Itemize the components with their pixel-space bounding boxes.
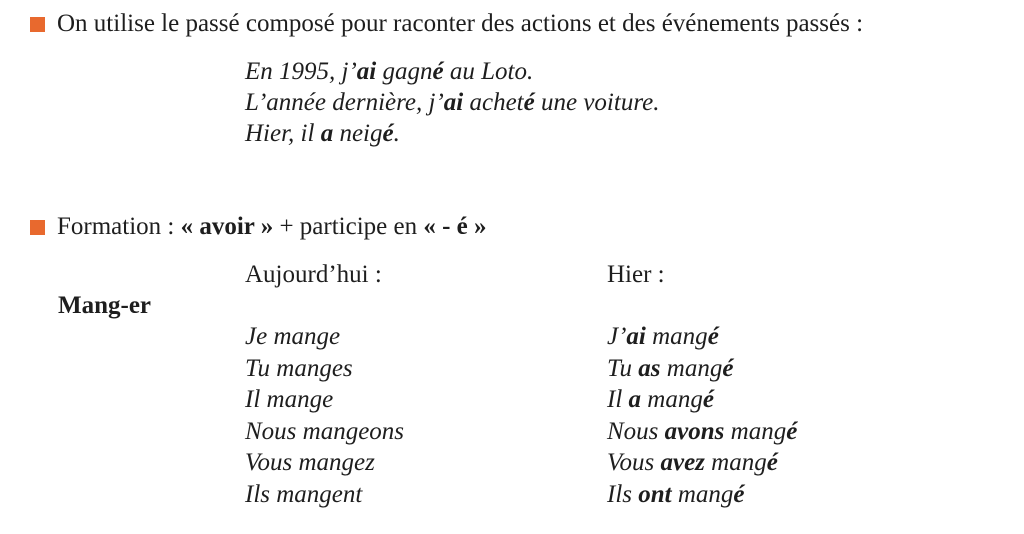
past-segment: ai: [626, 323, 646, 350]
past-segment: ont: [638, 480, 672, 508]
past-segment: avez: [660, 449, 705, 476]
past-form: [607, 384, 797, 416]
past-segment: é: [733, 480, 745, 508]
formation-segment: + participe en: [273, 213, 424, 240]
example-segment: é: [382, 120, 394, 147]
past-segment: mang: [660, 354, 723, 382]
present-conjugation-list: [245, 321, 404, 510]
present-form: Nous mangeons: [245, 417, 405, 445]
example-segment: L’année dernière, j’: [245, 89, 444, 116]
section1-text: On utilise le passé composé pour raconter des actions et des événements passés :: [57, 10, 864, 37]
past-segment: é: [702, 386, 714, 413]
formation-segment: « avoir »: [180, 213, 274, 240]
past-segment: avons: [664, 417, 725, 445]
present-form: Tu manges: [245, 354, 353, 382]
example-sentence: [245, 87, 659, 118]
section1-examples: [245, 56, 659, 149]
section2-text: [57, 212, 487, 242]
example-segment: En 1995, j’: [245, 58, 357, 85]
past-conjugation-list: [607, 321, 797, 510]
past-segment: é: [707, 323, 719, 350]
past-form: [607, 479, 797, 511]
past-segment: a: [628, 386, 642, 413]
example-sentence: [245, 118, 659, 149]
past-form: [607, 447, 797, 479]
past-segment: é: [786, 417, 798, 445]
present-form: Ils mangent: [245, 480, 363, 508]
present-form: Vous mangez: [245, 449, 375, 476]
past-segment: mang: [671, 480, 734, 508]
past-segment: Nous: [607, 417, 665, 445]
past-form: [607, 416, 797, 448]
example-segment: achet: [463, 89, 524, 116]
orange-square-bullet-icon: [30, 220, 45, 235]
example-segment: Hier, il: [245, 120, 321, 147]
example-segment: a: [320, 120, 334, 147]
heading-aujourdhui: Aujourd’hui :: [245, 261, 382, 288]
verb-label: Mang-er: [58, 292, 152, 319]
example-segment: é: [432, 58, 444, 85]
past-segment: Ils: [607, 480, 639, 508]
example-segment: é: [523, 89, 535, 116]
example-segment: neig: [333, 120, 383, 147]
formation-segment: Formation :: [57, 213, 181, 240]
example-segment: ai: [356, 58, 377, 85]
past-segment: mang: [724, 417, 787, 445]
past-segment: mang: [645, 323, 708, 350]
past-segment: as: [638, 354, 661, 382]
example-sentence: [245, 56, 659, 87]
past-segment: é: [766, 449, 778, 476]
past-segment: Tu: [607, 354, 639, 382]
present-form: Je mange: [245, 323, 341, 350]
example-segment: gagn: [376, 58, 433, 85]
section2-heading: [30, 212, 487, 242]
past-segment: mang: [641, 386, 703, 413]
past-segment: J’: [607, 323, 627, 350]
example-segment: .: [393, 120, 400, 147]
example-segment: ai: [443, 89, 464, 116]
past-form: [607, 353, 797, 385]
past-segment: Vous: [607, 449, 661, 476]
example-segment: une voiture.: [534, 89, 660, 116]
past-segment: Il: [607, 386, 629, 413]
example-segment: au Loto.: [443, 58, 534, 85]
heading-hier: Hier :: [607, 261, 665, 288]
past-form: [607, 321, 797, 353]
orange-square-bullet-icon: [30, 17, 45, 32]
present-form: Il mange: [245, 386, 334, 413]
formation-segment: « - é »: [423, 213, 487, 240]
past-segment: mang: [704, 449, 767, 476]
section1-heading: [30, 9, 863, 39]
past-segment: é: [722, 354, 734, 382]
